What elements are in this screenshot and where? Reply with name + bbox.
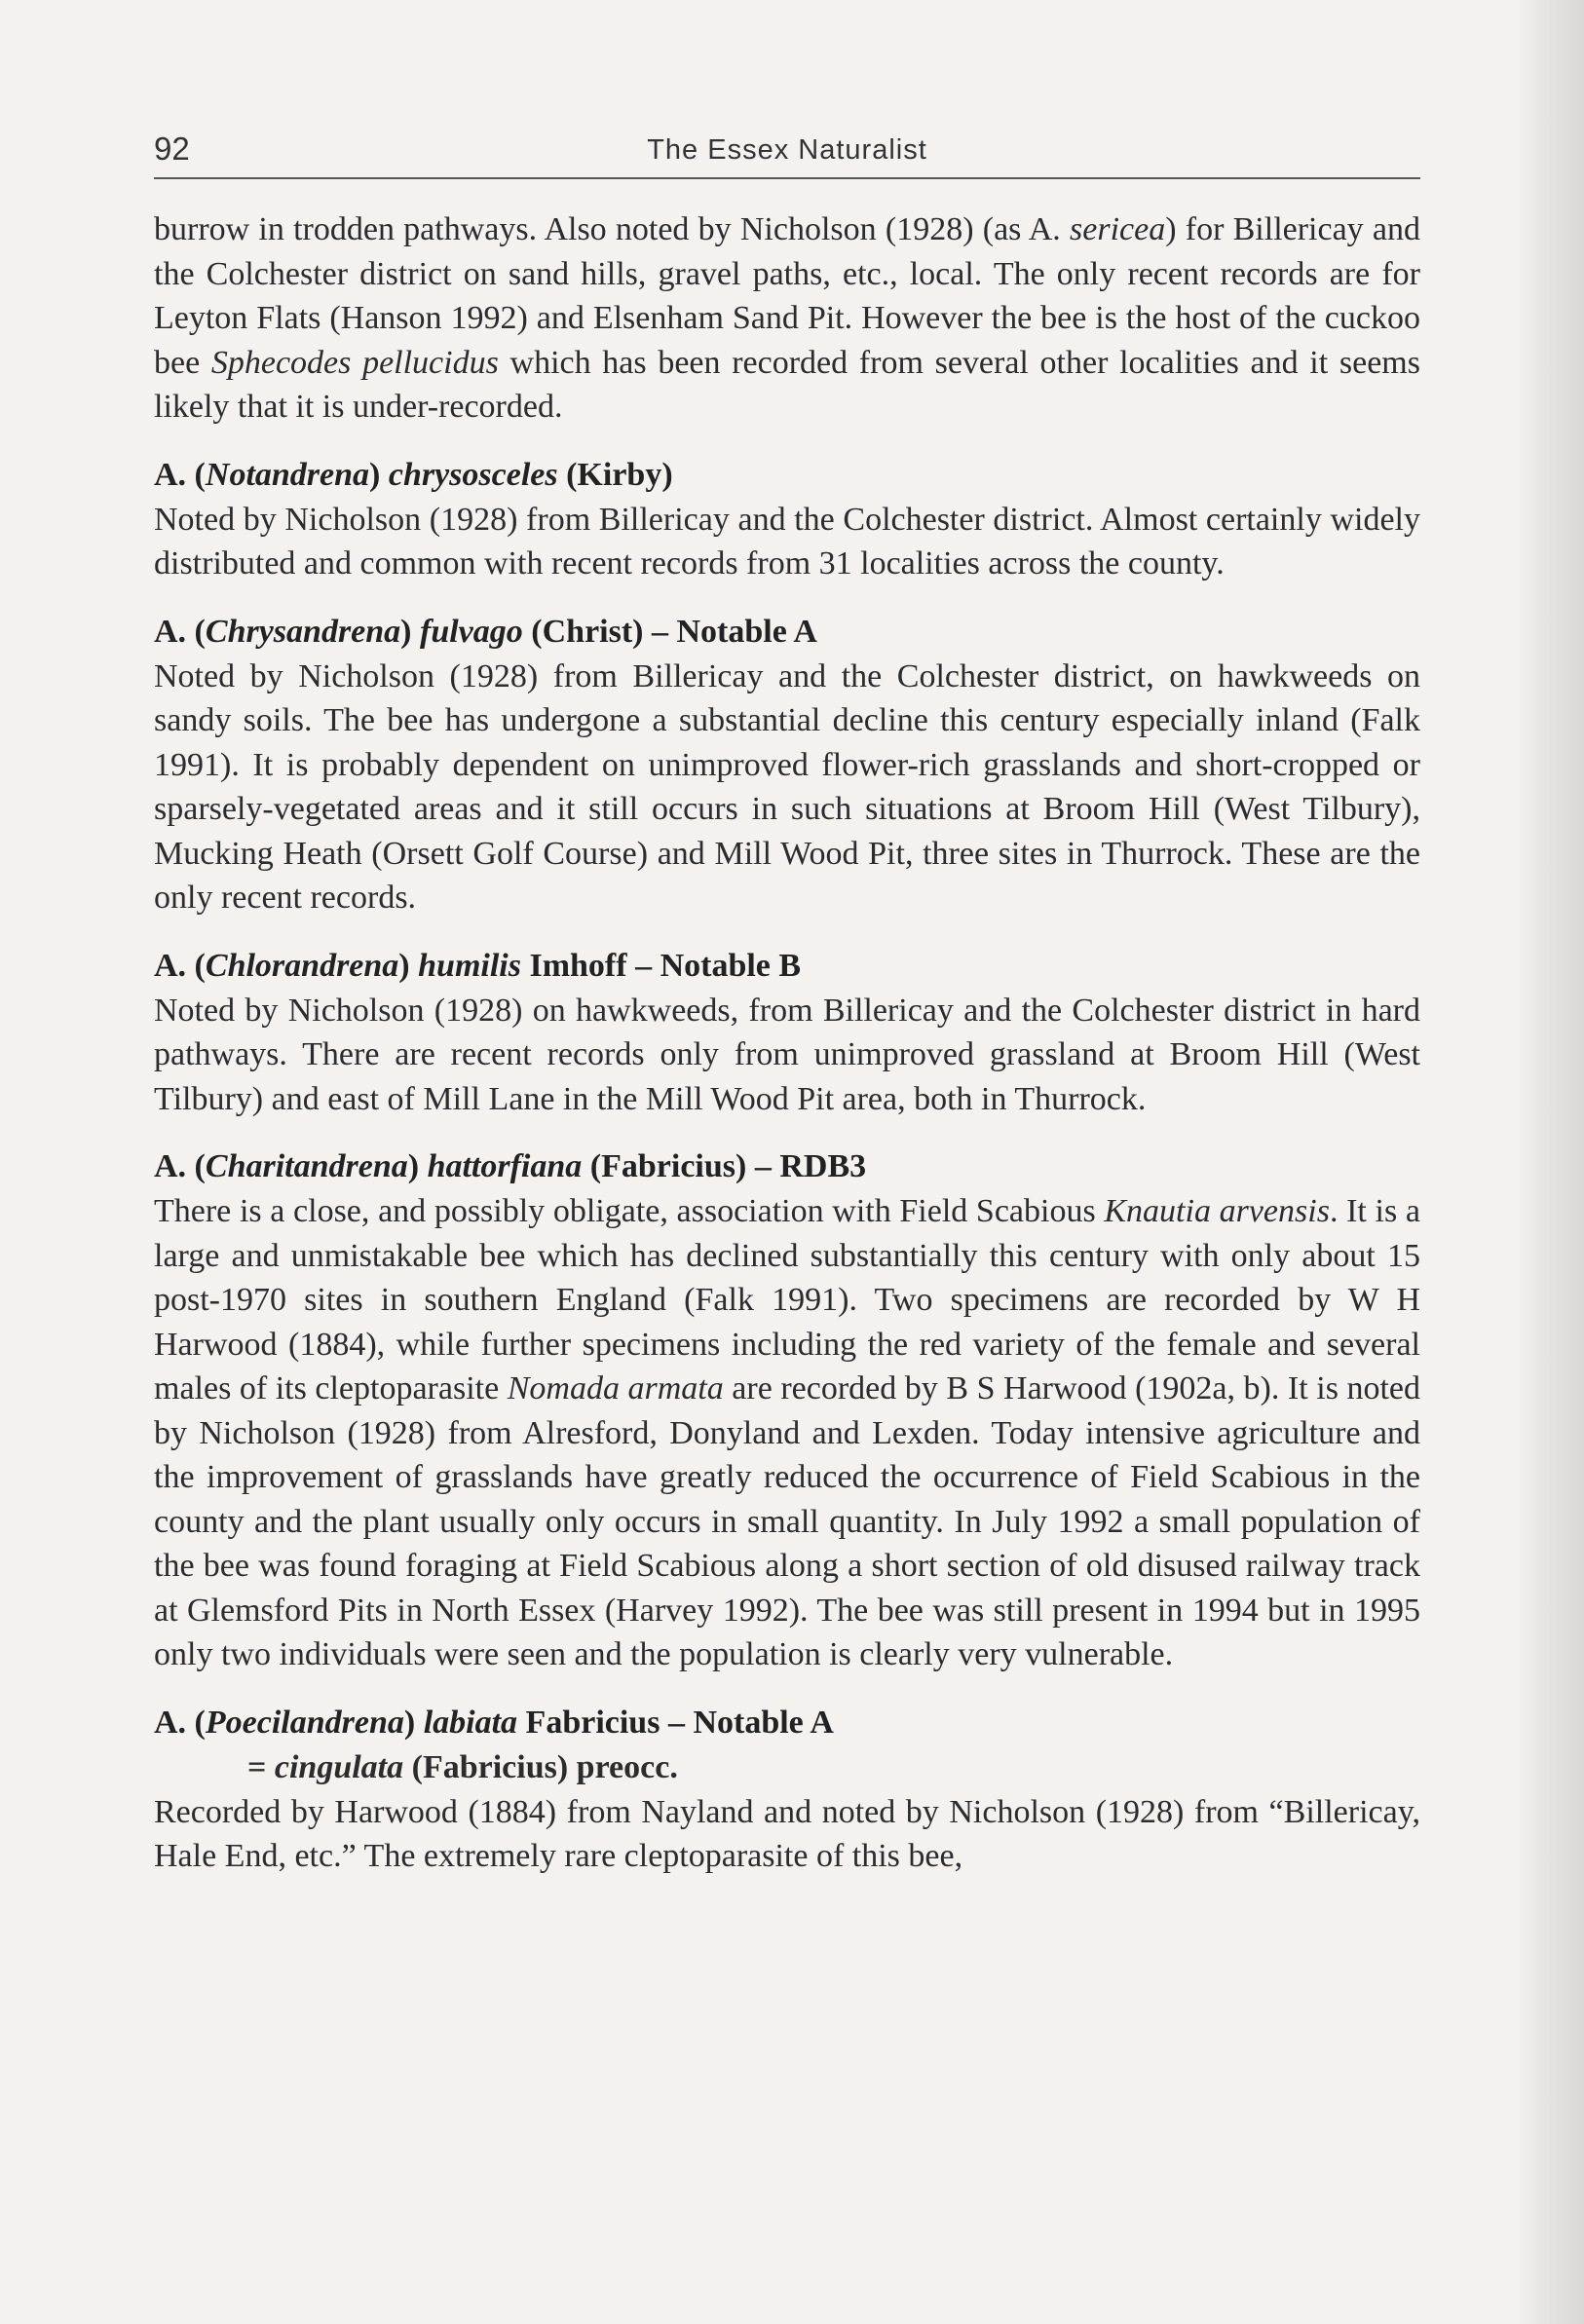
taxon-name: sericea xyxy=(1070,211,1166,247)
species-heading: A. (Charitandrena) hattorfiana (Fabricius) – RDB3 xyxy=(154,1148,867,1184)
intro-paragraph: burrow in trodden pathways. Also noted by Nicholson (1928) (as A. sericea) for Billericay and the Colchester district on sand hills, gravel paths, etc., local. The only recent records are for Leyton Flats (Hanson 1992) and Elsenham Sand Pit. However the bee is the host of the cuckoo bee Sphecodes pellucidus which has been recorded from several other localities and it seems likely that it is under-recorded. xyxy=(154,211,1420,425)
page-number: 92 xyxy=(154,131,190,167)
species-description: Noted by Nicholson (1928) from Billericay and the Colchester district. Almost certainly widely distributed and common with recent records from 31 localities across the county. xyxy=(154,501,1420,581)
species-description: Noted by Nicholson (1928) from Billericay and the Colchester district, on hawkweeds on sandy soils. The bee has undergone a substantial decline this century especially inland (Falk 1991). It is probably dependent on unimproved flower-rich grasslands and short-cropped or sparsely-vegetated areas and it still occurs in such situations at Broom Hill (West Tilbury), Mucking Heath (Orsett Golf Course) and Mill Wood Pit, three sites in Thurrock. These are the only recent records. xyxy=(154,657,1420,916)
species-entry-chrysosceles xyxy=(154,453,1420,586)
taxon-name: Nomada armata xyxy=(507,1370,724,1406)
species-heading: A. (Chrysandrena) fulvago (Christ) – Notable A xyxy=(154,613,817,650)
species-entry-hattorfiana xyxy=(154,1144,1420,1677)
species-entry-humilis xyxy=(154,944,1420,1122)
running-title: The Essex Naturalist xyxy=(647,134,927,166)
species-description: Recorded by Harwood (1884) from Nayland and noted by Nicholson (1928) from “Billericay, Hale End, etc.” The extremely rare cleptoparasite of this bee, xyxy=(154,1793,1420,1874)
taxon-name: Knautia arvensis xyxy=(1104,1193,1330,1229)
species-heading: A. (Poecilandrena) labiata Fabricius – Notable A xyxy=(154,1704,834,1741)
page-header xyxy=(154,127,1420,175)
species-heading: A. (Chlorandrena) humilis Imhoff – Notable B xyxy=(154,947,802,984)
species-description: Noted by Nicholson (1928) on hawkweeds, from Billericay and the Colchester district in hard pathways. There are recent records only from unimproved grassland at Broom Hill (West Tilbury) and east of Mill Lane in the Mill Wood Pit area, both in Thurrock. xyxy=(154,992,1420,1117)
species-entry-fulvago xyxy=(154,610,1420,920)
species-entry-labiata xyxy=(154,1701,1420,1879)
page-edge-shadow xyxy=(1516,0,1584,2324)
synonym-line: = cingulata (Fabricius) preocc. xyxy=(247,1748,678,1785)
species-heading: A. (Notandrena) chrysosceles (Kirby) xyxy=(154,456,673,493)
taxon-name: Sphecodes pellucidus xyxy=(210,344,499,381)
header-rule xyxy=(154,177,1420,179)
page-body xyxy=(154,207,1420,1879)
species-description: There is a close, and possibly obligate, association with Field Scabious Knautia arvensis. It is a large and unmistakable bee which has declined substantially this century with only about 15 post-1970 sites in southern England (Falk 1991). Two specimens are recorded by W H Harwood (1884), while further specimens including the red variety of the female and several males of its cleptoparasite Nomada armata are recorded by B S Harwood (1902a, b). It is noted by Nicholson (1928) from Alresford, Donyland and Lexden. Today intensive agriculture and the improvement of grasslands have greatly reduced the occurrence of Field Scabious in the county and the plant usually only occurs in small quantity. In July 1992 a small population of the bee was found foraging at Field Scabious along a short section of old disused railway track at Glemsford Pits in North Essex (Harvey 1992). The bee was still present in 1994 but in 1995 only two individuals were seen and the population is clearly very vulnerable. xyxy=(154,1193,1421,1672)
